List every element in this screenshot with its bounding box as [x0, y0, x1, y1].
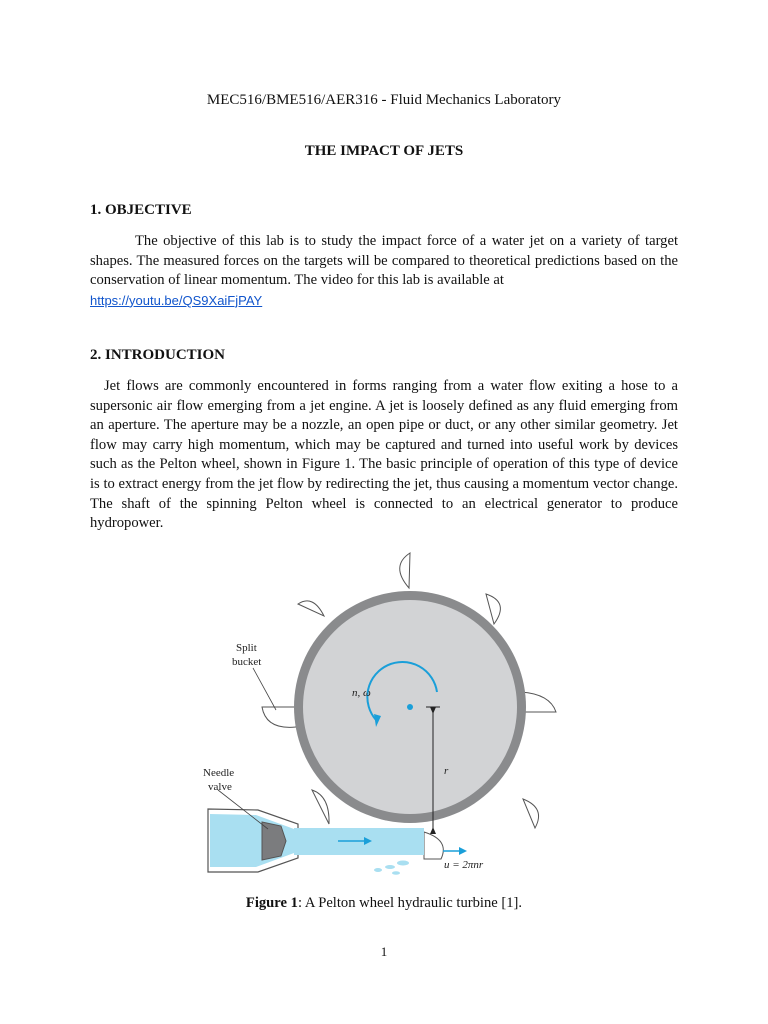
rotation-label: n, ω — [352, 687, 371, 699]
needle-valve-label-line1: Needle — [203, 767, 235, 779]
figure-caption-text: : A Pelton wheel hydraulic turbine [1]. — [297, 895, 523, 911]
introduction-heading: 2. INTRODUCTION — [90, 347, 226, 363]
introduction-text: Jet flows are commonly encountered in forms ranging from a water flow exiting a hose to a supersonic air flow emerging from a jet engine. A jet is loosely defined as any fluid emerging from an aperture. The aperture may be a nozzle, an open pipe or duct, or any other similar geometry. Jet flow may carry high momentum, which may be captured and turned into useful work by devices such as the Pelton wheel, shown in Figure 1. The basic principle of operation of this type of device is to extract energy from the jet flow by redirecting the jet, thus causing a momentum vector change. The shaft of the spinning Pelton wheel is connected to an electrical generator to produce hydropower. — [90, 378, 678, 532]
course-header: MEC516/BME516/AER316 - Fluid Mechanics Laboratory — [206, 92, 562, 108]
pelton-wheel-diagram — [188, 544, 578, 884]
page-number: 1 — [380, 944, 388, 959]
document-title: THE IMPACT OF JETS — [304, 143, 464, 159]
speed-label: u = 2πnr — [444, 859, 484, 871]
split-bucket-label-line2: bucket — [232, 656, 262, 668]
figure-caption — [0, 895, 768, 912]
video-link[interactable]: https://youtu.be/QS9XaiFjPAY — [90, 292, 263, 308]
figure-caption-label: Figure 1 — [245, 895, 298, 911]
objective-paragraph — [90, 232, 678, 311]
pelton-wheel-figure — [188, 544, 578, 884]
needle-valve-label-line2: valve — [208, 781, 232, 793]
objective-heading: 1. OBJECTIVE — [90, 202, 192, 218]
introduction-paragraph — [90, 377, 678, 534]
radius-label: r — [444, 765, 449, 777]
split-bucket-label-line1: Split — [236, 642, 257, 654]
objective-text: The objective of this lab is to study the impact force of a water jet on a variety of target shapes. The measured forces on the targets will be compared to theoretical predictions based on the conservation of linear momentum. The video for this lab is available at — [90, 233, 678, 289]
wheel-center — [407, 704, 413, 710]
